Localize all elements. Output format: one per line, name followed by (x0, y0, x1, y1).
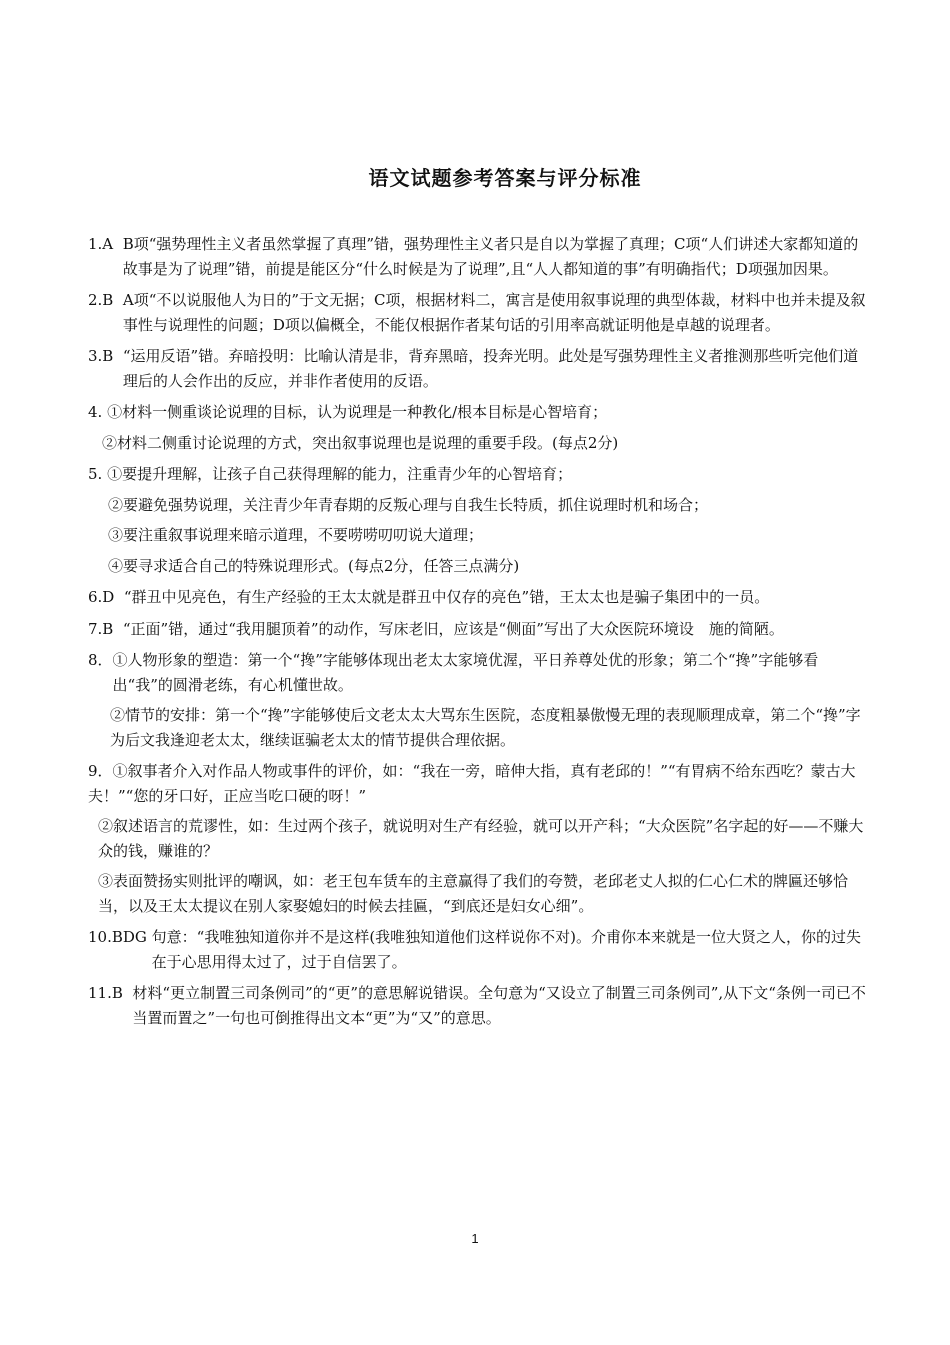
answer-line: ②材料二侧重讨论说理的方式，突出叙事说理也是说理的重要手段。(每点2分) (102, 433, 619, 452)
answer-line: ④要寻求适合自己的特殊说理形式。(每点2分，任答三点满分) (108, 556, 520, 575)
answer-number: 8． (88, 651, 113, 669)
answer-point: ①叙事者介入对作品人物或事件的评价，如：“我在一旁，暗伸大指，真有老邱的！”“有胃病不给东西吃？蒙古大夫！”“您的牙口好，正应当吃口硬的呀！” (88, 762, 856, 805)
answer-item-9 (88, 759, 868, 918)
answer-text: A项“不以说服他人为日的”于文无据；C项，根据材料二，寓言是使用叙事说理的典型体裁，材料中也并未提及叙事性与说理性的问题；D项以偏概全，不能仅根据作者某句话的引用率高就证明他是卓越的说理者。 (122, 291, 866, 334)
answer-item-1 (88, 232, 868, 281)
answer-number: 11.B (88, 984, 133, 1002)
answer-item-10 (88, 925, 868, 974)
page-number: 1 (471, 1231, 479, 1246)
answer-item-3 (88, 344, 868, 393)
answer-list (88, 232, 868, 1037)
answer-line: ②叙述语言的荒谬性，如：生过两个孩子，就说明对生产有经验，就可以开产科；“大众医院”名字起的好——不赚大众的钱，赚谁的？ (98, 817, 864, 860)
answer-number: 10.BDG (88, 928, 152, 946)
answer-item-2 (88, 288, 868, 337)
answer-point: ①材料一侧重谈论说理的目标，认为说理是一种教化/根本目标是心智培育； (107, 403, 608, 421)
answer-line: ③要注重叙事说理来暗示道理，不要唠唠叨叨说大道理； (108, 526, 484, 544)
answer-point: ①人物形象的塑造：第一个“搀”字能够体现出老太太家境优渥，平日养尊处优的形象；第二个“搀”字能够看出“我”的圆滑老练，有心机懂世故。 (112, 651, 819, 694)
answer-text: “运用反语”错。弃暗投明：比喻认清是非，背弃黑暗，投奔光明。此处是写强势理性主义者推测那些听完他们道理后的人会作出的反应，并非作者使用的反语。 (122, 347, 859, 390)
page-title: 语文试题参考答案与评分标准 (368, 166, 642, 190)
answer-text: “正面”错，通过“我用腿顶着”的动作，写床老旧，应该是“侧面”写出了大众医院环境设 施的简陋。 (122, 619, 784, 638)
answer-item-4 (88, 400, 868, 455)
answer-text: 材料“更立制置三司条例司”的“更”的意思解说错误。全句意为“又设立了制置三司条例司”,从下文“条例一司已不当置而置之”一句也可倒推得出文本“更”为“又”的意思。 (132, 984, 866, 1027)
answer-number: 4. (88, 403, 108, 421)
answer-item-5 (88, 462, 868, 578)
answer-line: ②情节的安排：第一个“搀”字能够使后文老太太大骂东生医院，态度粗暴傲慢无理的表现顺理成章，第二个“搀”字为后文我逢迎老太太，继续诓骗老太太的情节提供合理依据。 (110, 706, 861, 749)
answer-number: 9． (88, 762, 113, 780)
answer-number: 7.B (88, 619, 123, 638)
answer-text: B项“强势理性主义者虽然掌握了真理”错，强势理性主义者只是自以为掌握了真理；C项“人们讲述大家都知道的故事是为了说理”错，前提是能区分“什么时候是为了说理”,且“人人都知道的事”有明确指代；D项强加因果。 (122, 235, 859, 278)
answer-line (88, 400, 868, 425)
answer-item-8 (88, 648, 868, 752)
answer-number: 2.B (88, 291, 123, 309)
answer-number: 1.A (88, 235, 123, 253)
answer-number: 3.B (88, 347, 123, 365)
answer-line (88, 759, 868, 808)
answer-point: ①要提升理解，让孩子自己获得理解的能力，注重青少年的心智培育； (107, 465, 573, 483)
answer-line (88, 648, 868, 697)
answer-item-11 (88, 981, 868, 1030)
answer-line: ③表面赞扬实则批评的嘲讽，如：老王包车赁车的主意赢得了我们的夸赞，老邱老丈人拟的仁心仁术的牌匾还够恰当，以及王太太提议在别人家娶媳妇的时候去挂匾，“到底还是妇女心细”。 (98, 872, 849, 915)
answer-number: 5. (88, 465, 108, 483)
answer-item-6 (88, 585, 868, 610)
answer-line: ②要避免强势说理，关注青少年青春期的反叛心理与自我生长特质，抓住说理时机和场合； (108, 495, 709, 514)
answer-line (88, 462, 868, 487)
answer-text: 句意：“我唯独知道你并不是这样(我唯独知道他们这样说你不对)。介甫你本来就是一位大贤之人，你的过失在于心思用得太过了，过于自信罢了。 (151, 928, 862, 971)
answer-item-7 (88, 617, 868, 642)
answer-text: “群丑中见亮色，有生产经验的王太太就是群丑中仅存的亮色”错，王太太也是骗子集团中的一员。 (123, 588, 770, 606)
answer-number: 6.D (88, 588, 124, 606)
